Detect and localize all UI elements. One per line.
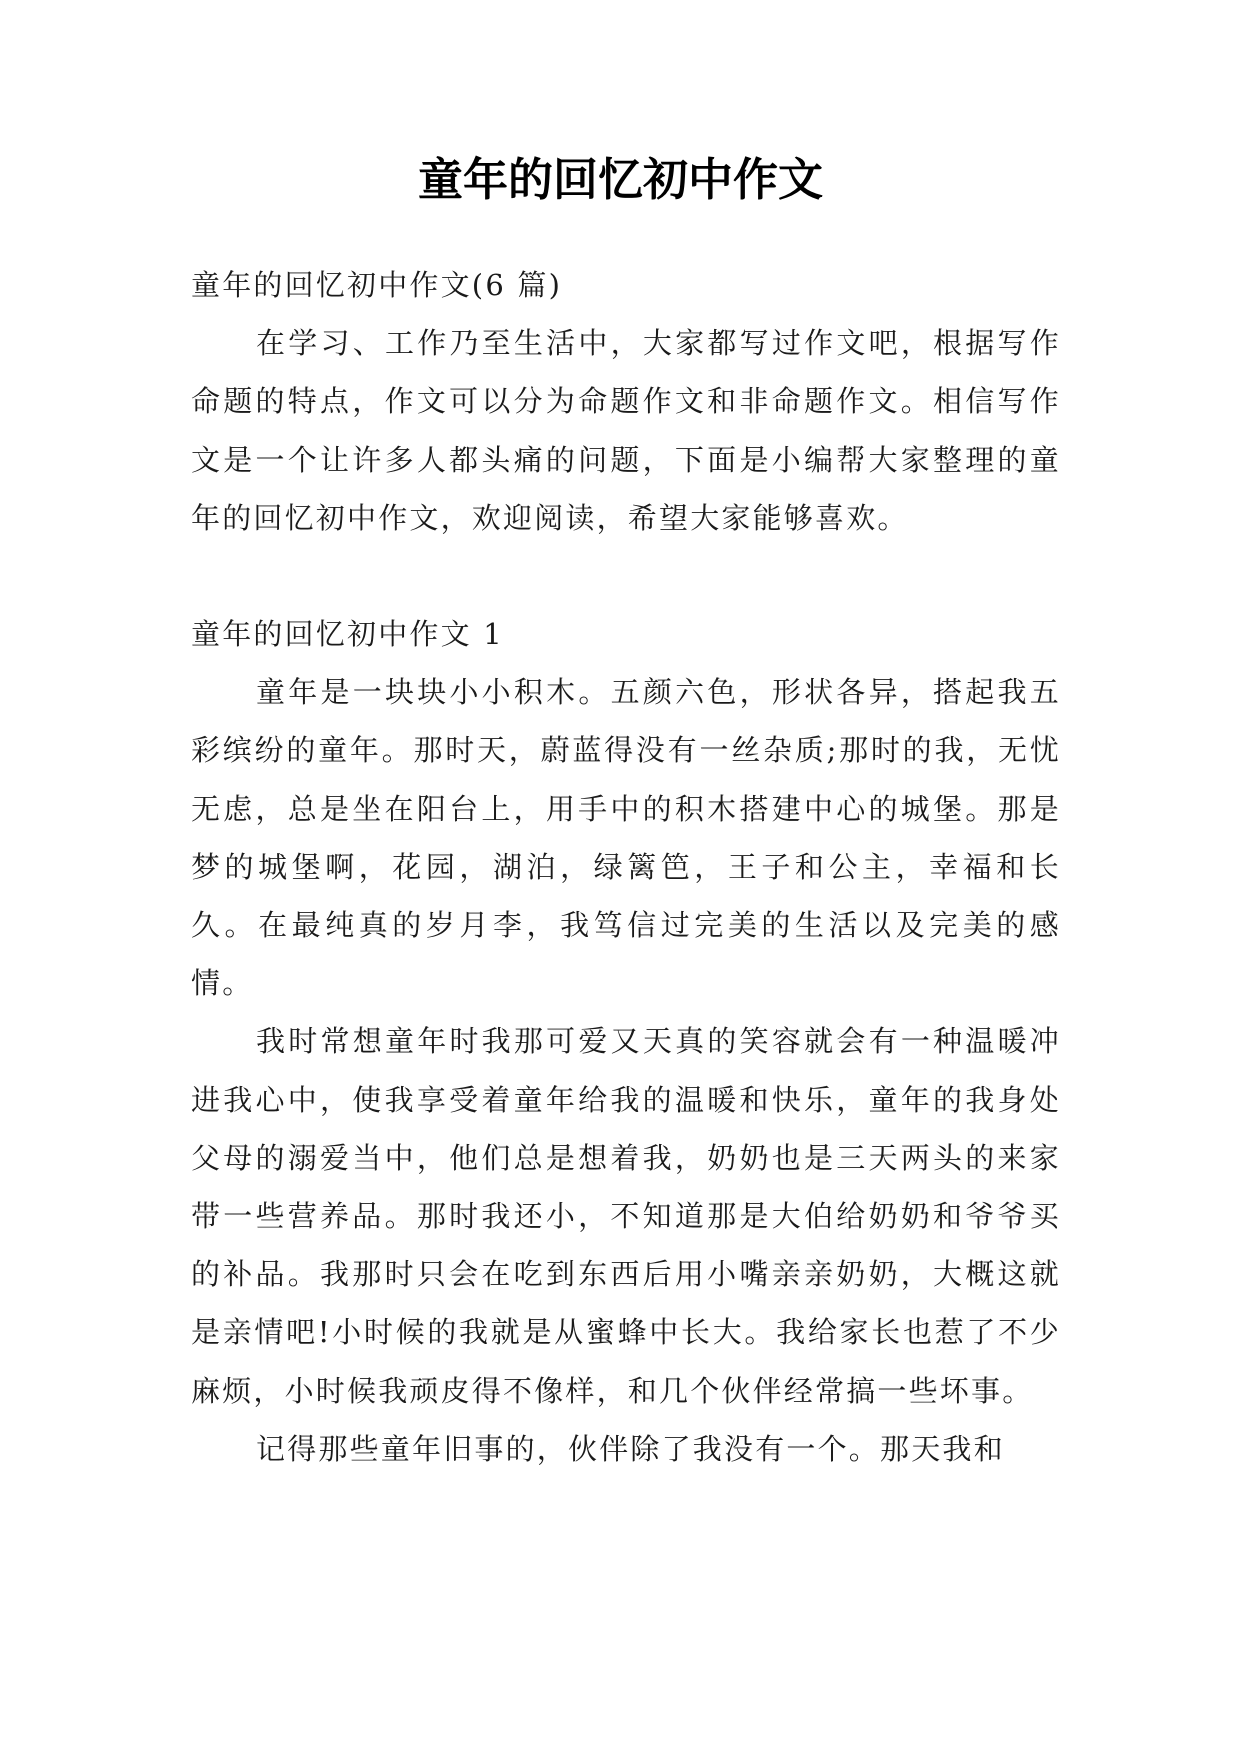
body-paragraph: 记得那些童年旧事的，伙伴除了我没有一个。那天我和 xyxy=(256,1431,1005,1466)
document-body xyxy=(191,256,1061,1478)
document-subtitle: 童年的回忆初中作文(6 篇) xyxy=(191,268,563,302)
body-paragraph: 我时常想童年时我那可爱又天真的笑容就会有一种温暖冲进我心中，使我享受着童年给我的温暖和快乐，童年的我身处父母的溺爱当中，他们总是想着我，奶奶也是三天两头的来家带一些营养品。那时我还小，不知道那是大伯给奶奶和爷爷买的补品。我那时只会在吃到东西后用小嘴亲亲奶奶，大概这就是亲情吧!小时候的我就是从蜜蜂中长大。我给家长也惹了不少麻烦，小时候我顽皮得不像样，和几个伙伴经常搞一些坏事。 xyxy=(191,1024,1061,1408)
intro-paragraph: 在学习、工作乃至生活中，大家都写过作文吧，根据写作命题的特点，作文可以分为命题作文和非命题作文。相信写作文是一个让许多人都头痛的问题，下面是小编帮大家整理的童年的回忆初中作文，欢迎阅读，希望大家能够喜欢。 xyxy=(191,326,1061,535)
section-spacer xyxy=(191,547,1061,605)
section-heading: 童年的回忆初中作文 1 xyxy=(191,617,504,652)
body-paragraph: 童年是一块块小小积木。五颜六色，形状各异，搭起我五彩缤纷的童年。那时天，蔚蓝得没有一丝杂质;那时的我，无忧无虑，总是坐在阳台上，用手中的积木搭建中心的城堡。那是梦的城堡啊，花园，湖泊，绿篱笆，王子和公主，幸福和长久。在最纯真的岁月李，我笃信过完美的生活以及完美的感情。 xyxy=(191,675,1061,1001)
document-title: 童年的回忆初中作文 xyxy=(417,153,823,206)
